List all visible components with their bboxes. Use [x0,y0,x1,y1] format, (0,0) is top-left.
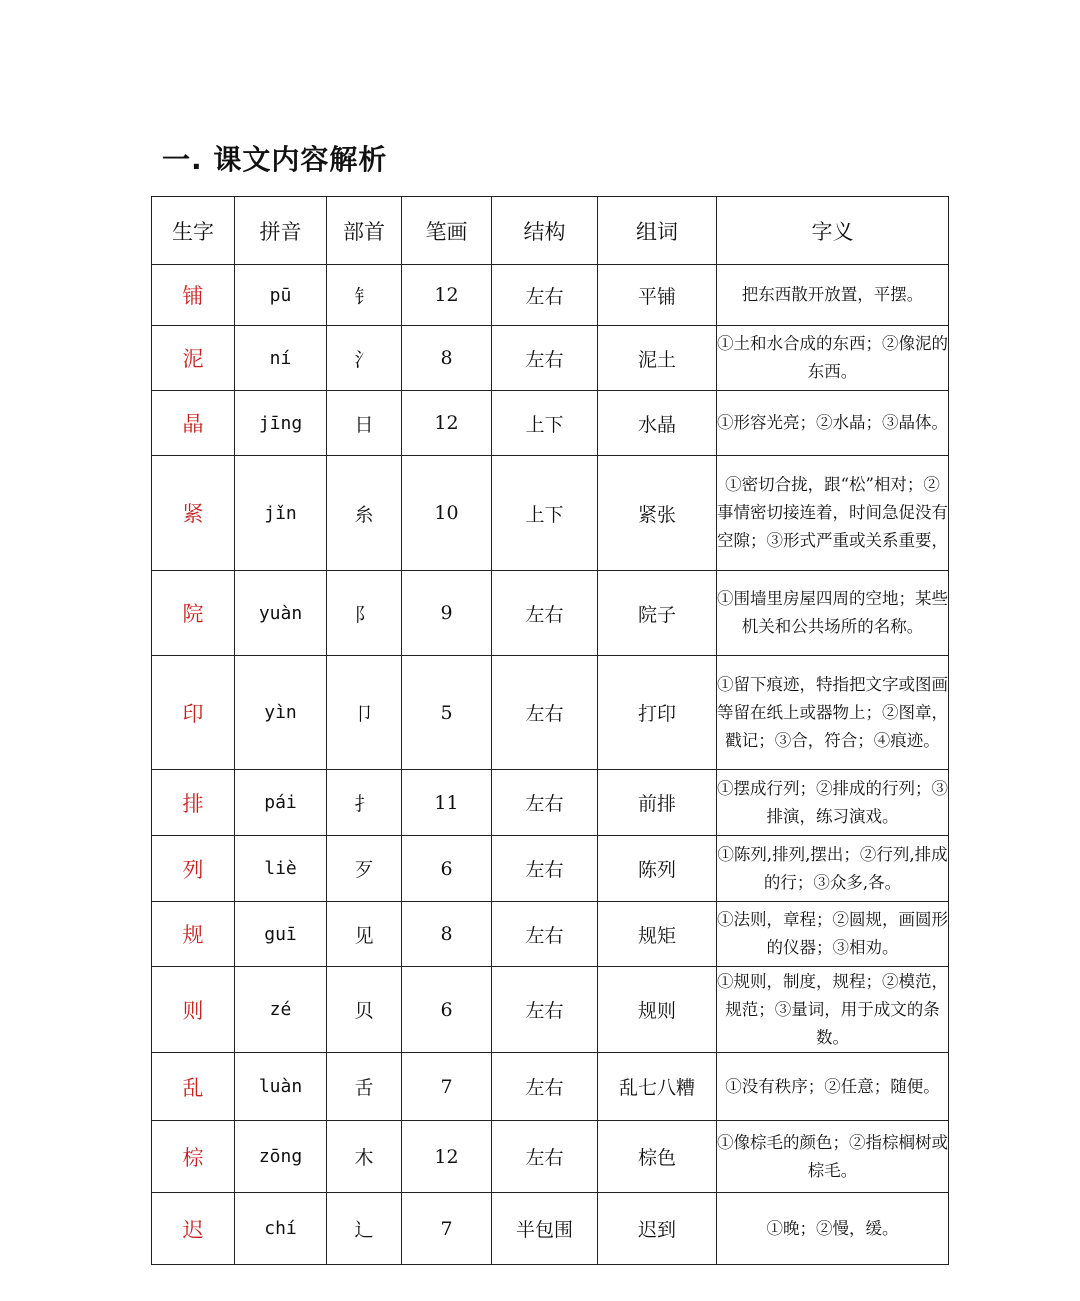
cell-char: 紧 [152,456,235,571]
cell-strokes: 8 [402,326,492,391]
table-row [152,1193,949,1265]
cell-strokes: 12 [402,391,492,456]
cell-strokes: 7 [402,1053,492,1121]
cell-pinyin: ní [235,326,327,391]
cell-char: 列 [152,836,235,902]
table-row [152,770,949,836]
cell-structure: 上下 [492,456,598,571]
cell-pinyin: luàn [235,1053,327,1121]
cell-pinyin: liè [235,836,327,902]
cell-radical: 氵 [327,326,402,391]
table-row [152,1121,949,1193]
cell-meaning: ①形容光亮；②水晶；③晶体。 [717,391,949,456]
header-word: 组词 [598,197,717,265]
cell-meaning: ①留下痕迹，特指把文字或图画等留在纸上或器物上；②图章，戳记；③合，符合；④痕迹。 [717,656,949,770]
cell-meaning: ①密切合拢，跟“松”相对；②事情密切接连着，时间急促没有空隙；③形式严重或关系重要， [717,456,949,571]
vocabulary-table [151,196,949,1265]
table-row [152,571,949,656]
cell-structure: 左右 [492,836,598,902]
cell-pinyin: chí [235,1193,327,1265]
table-header-row [152,197,949,265]
table-row [152,836,949,902]
cell-meaning: ①摆成行列；②排成的行列；③排演，练习演戏。 [717,770,949,836]
cell-word: 平铺 [598,265,717,326]
cell-meaning: 把东西散开放置，平摆。 [717,265,949,326]
cell-radical: 舌 [327,1053,402,1121]
cell-meaning: ①没有秩序；②任意；随便。 [717,1053,949,1121]
header-strokes: 笔画 [402,197,492,265]
table-row [152,656,949,770]
cell-word: 前排 [598,770,717,836]
cell-strokes: 6 [402,836,492,902]
header-radical: 部首 [327,197,402,265]
cell-radical: 日 [327,391,402,456]
cell-char: 泥 [152,326,235,391]
cell-radical: 贝 [327,967,402,1053]
cell-structure: 左右 [492,967,598,1053]
cell-word: 规矩 [598,902,717,967]
cell-strokes: 7 [402,1193,492,1265]
cell-radical: 歹 [327,836,402,902]
cell-structure: 左右 [492,1053,598,1121]
cell-word: 水晶 [598,391,717,456]
cell-structure: 左右 [492,656,598,770]
cell-strokes: 12 [402,1121,492,1193]
cell-strokes: 10 [402,456,492,571]
cell-strokes: 12 [402,265,492,326]
cell-strokes: 5 [402,656,492,770]
cell-pinyin: jīng [235,391,327,456]
cell-meaning: ①像棕毛的颜色；②指棕榈树或棕毛。 [717,1121,949,1193]
cell-meaning: ①围墙里房屋四周的空地；某些机关和公共场所的名称。 [717,571,949,656]
cell-pinyin: yuàn [235,571,327,656]
cell-radical: 木 [327,1121,402,1193]
cell-char: 迟 [152,1193,235,1265]
cell-radical: 糸 [327,456,402,571]
cell-char: 棕 [152,1121,235,1193]
cell-pinyin: jǐn [235,456,327,571]
table-row [152,326,949,391]
cell-char: 印 [152,656,235,770]
cell-pinyin: yìn [235,656,327,770]
cell-pinyin: pái [235,770,327,836]
table-row [152,391,949,456]
header-structure: 结构 [492,197,598,265]
table-row [152,265,949,326]
cell-meaning: ①法则，章程；②圆规，画圆形的仪器；③相劝。 [717,902,949,967]
cell-word: 规则 [598,967,717,1053]
cell-radical: 辶 [327,1193,402,1265]
cell-structure: 左右 [492,571,598,656]
cell-meaning: ①陈列,排列,摆出；②行列,排成的行；③众多,各。 [717,836,949,902]
cell-char: 晶 [152,391,235,456]
cell-strokes: 9 [402,571,492,656]
cell-word: 泥土 [598,326,717,391]
cell-word: 棕色 [598,1121,717,1193]
cell-pinyin: zé [235,967,327,1053]
cell-meaning: ①土和水合成的东西；②像泥的东西。 [717,326,949,391]
cell-word: 乱七八糟 [598,1053,717,1121]
table-row [152,902,949,967]
cell-meaning: ①规则，制度，规程；②模范，规范；③量词，用于成文的条数。 [717,967,949,1053]
cell-structure: 左右 [492,326,598,391]
cell-word: 迟到 [598,1193,717,1265]
cell-word: 院子 [598,571,717,656]
cell-char: 排 [152,770,235,836]
cell-word: 陈列 [598,836,717,902]
cell-radical: 阝 [327,571,402,656]
cell-char: 院 [152,571,235,656]
cell-char: 规 [152,902,235,967]
cell-structure: 左右 [492,770,598,836]
cell-char: 乱 [152,1053,235,1121]
cell-word: 紧张 [598,456,717,571]
cell-pinyin: pū [235,265,327,326]
cell-structure: 左右 [492,1121,598,1193]
cell-radical: 见 [327,902,402,967]
cell-strokes: 8 [402,902,492,967]
header-pinyin: 拼音 [235,197,327,265]
table-row [152,456,949,571]
cell-char: 则 [152,967,235,1053]
header-char: 生字 [152,197,235,265]
cell-radical: 钅 [327,265,402,326]
cell-pinyin: zōng [235,1121,327,1193]
cell-structure: 左右 [492,265,598,326]
cell-structure: 左右 [492,902,598,967]
cell-word: 打印 [598,656,717,770]
cell-structure: 半包围 [492,1193,598,1265]
cell-meaning: ①晚；②慢，缓。 [717,1193,949,1265]
table-row [152,1053,949,1121]
cell-strokes: 6 [402,967,492,1053]
cell-structure: 上下 [492,391,598,456]
page-title: 一. 课文内容解析 [162,143,388,176]
cell-pinyin: guī [235,902,327,967]
cell-radical: 卩 [327,656,402,770]
cell-radical: 扌 [327,770,402,836]
header-meaning: 字义 [717,197,949,265]
table-row [152,967,949,1053]
cell-char: 铺 [152,265,235,326]
cell-strokes: 11 [402,770,492,836]
